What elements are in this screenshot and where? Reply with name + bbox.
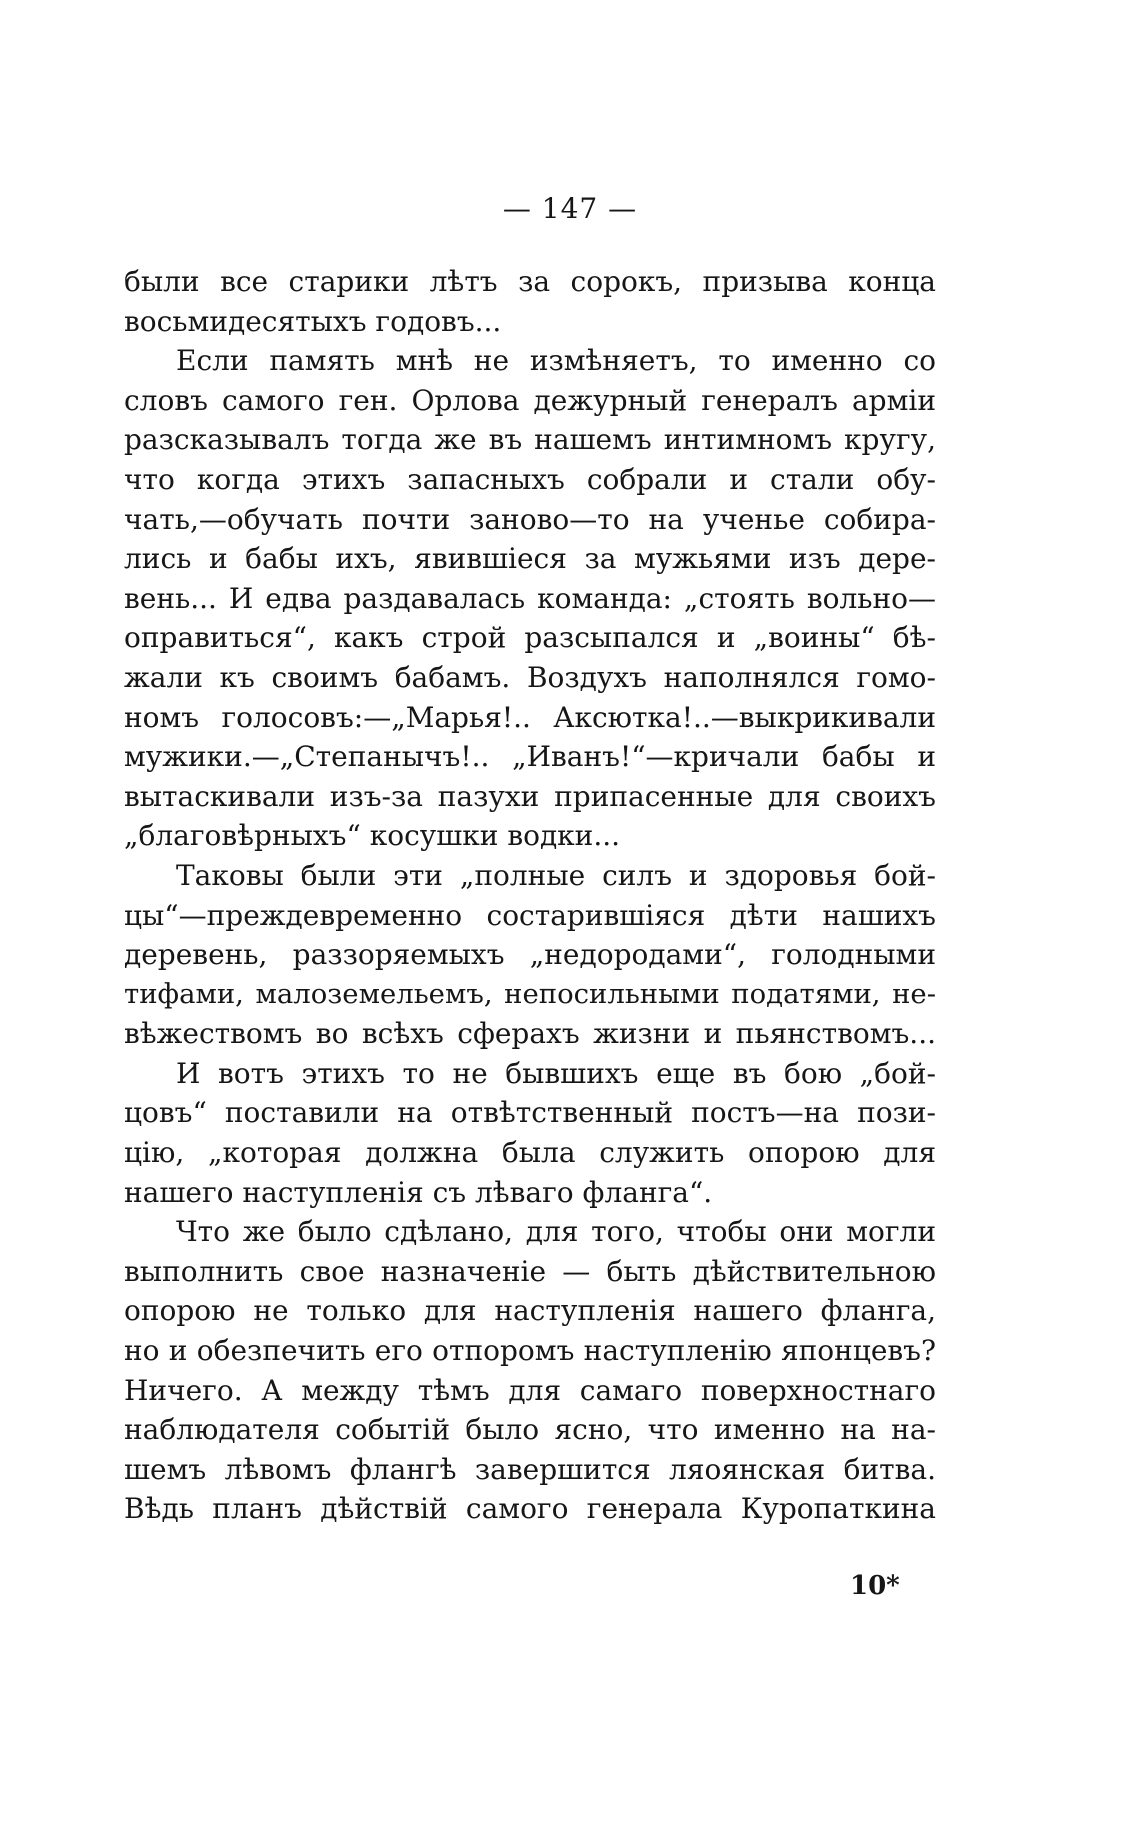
text-line: Что же было сдѣлано, для того, чтобы они могли xyxy=(176,1215,936,1249)
text-line: наблюдателя событій было ясно, что именно на на- xyxy=(124,1413,936,1447)
text-line: разсказывалъ тогда же въ нашемъ интимномъ кругу, xyxy=(124,423,936,457)
text-line: выполнить свое назначеніе — быть дѣйствительною xyxy=(124,1254,936,1288)
text-line: цы“—преждевременно состарившіяся дѣти нашихъ xyxy=(124,898,936,932)
text-line: оправиться“, какъ строй разсыпался и „воины“ бѣ- xyxy=(124,621,936,655)
text-line: вень... И едва раздавалась команда: „стоять вольно— xyxy=(124,581,936,615)
text-line: нашего наступленія съ лѣваго фланга“. xyxy=(124,1175,713,1209)
text-line: деревень, раззоряемыхъ „недородами“, голодными xyxy=(124,938,936,972)
text-line: номъ голосовъ:—„Марья!.. Аксютка!..—выкрикивали xyxy=(124,700,936,734)
text-line: цовъ“ поставили на отвѣтственный постъ—на пози- xyxy=(124,1096,936,1130)
text-line: чать,—обучать почти заново—то на ученье собира- xyxy=(124,502,936,536)
text-line: Таковы были эти „полные силъ и здоровья бой- xyxy=(176,858,936,892)
text-line: „благовѣрныхъ“ косушки водки... xyxy=(124,819,621,853)
text-line: И вотъ этихъ то не бывшихъ еще въ бою „бой- xyxy=(176,1056,936,1090)
text-line: восьмидесятыхъ годовъ... xyxy=(124,304,502,338)
text-line: но и обезпечить его отпоромъ наступленію японцевъ? xyxy=(124,1334,936,1368)
text-line: словъ самого ген. Орлова дежурный генералъ арміи xyxy=(124,383,936,417)
text-line: опорою не только для наступленія нашего фланга, xyxy=(124,1294,936,1328)
signature-mark: 10* xyxy=(850,1571,900,1601)
text-line: шемъ лѣвомъ флангѣ завершится ляоянская битва. xyxy=(124,1452,936,1486)
text-line: Если память мнѣ не измѣняетъ, то именно со xyxy=(176,344,936,378)
page-number: — 147 — xyxy=(502,192,638,225)
body-text xyxy=(124,262,936,1529)
text-line: лись и бабы ихъ, явившіеся за мужьями изъ дере- xyxy=(124,542,936,576)
text-line: Ничего. А между тѣмъ для самаго поверхностнаго xyxy=(124,1373,936,1407)
text-line: были все старики лѣтъ за сорокъ, призыва конца xyxy=(124,265,936,298)
text-line: Вѣдь планъ дѣйствій самого генерала Куропаткина xyxy=(124,1492,936,1526)
text-line: жали къ своимъ бабамъ. Воздухъ наполнялся гомо- xyxy=(124,660,936,694)
text-line: мужики.—„Степанычъ!.. „Иванъ!“—кричали бабы и xyxy=(124,740,936,774)
text-line: вытаскивали изъ-за пазухи припасенные для своихъ xyxy=(124,779,936,813)
text-line: что когда этихъ запасныхъ собрали и стали обу- xyxy=(124,462,936,496)
text-line: тифами, малоземельемъ, непосильными податями, не- xyxy=(124,977,936,1010)
text-line: вѣжествомъ во всѣхъ сферахъ жизни и пьянствомъ... xyxy=(124,1017,936,1051)
text-line: цію, „которая должна была служить опорою для xyxy=(124,1136,936,1170)
